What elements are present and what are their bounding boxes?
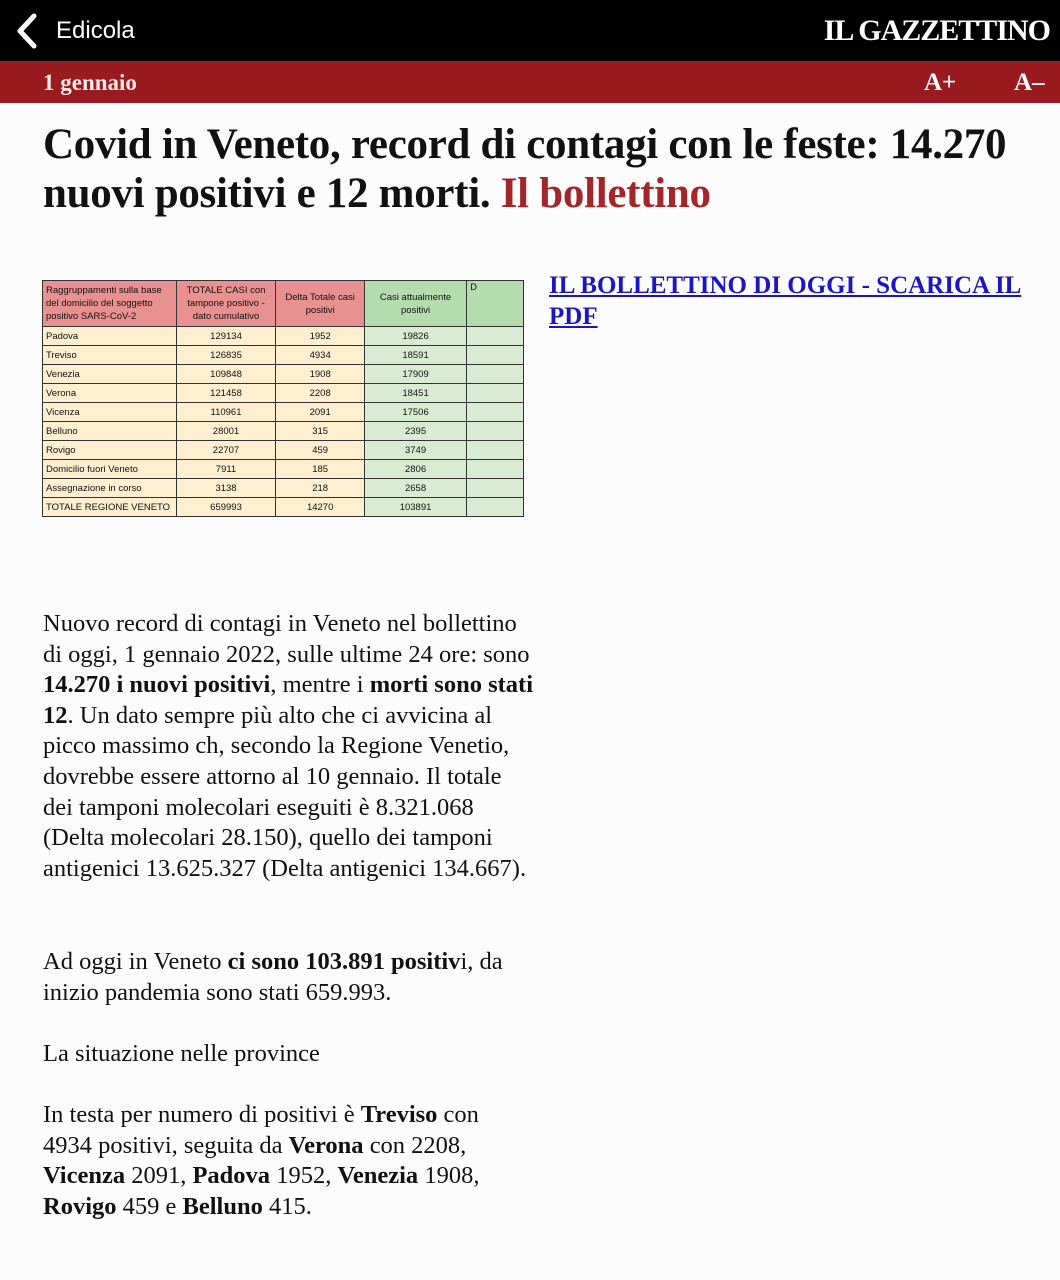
value-cell xyxy=(467,498,524,517)
value-cell: 218 xyxy=(276,479,365,498)
value-cell: 28001 xyxy=(176,422,276,441)
table-row xyxy=(43,441,524,460)
chevron-left-icon xyxy=(14,13,40,49)
value-cell xyxy=(467,460,524,479)
bold-text: Treviso xyxy=(360,1101,438,1128)
province-cell: Assegnazione in corso xyxy=(43,479,177,498)
brand-logo: IL GAZZETTINO xyxy=(823,14,1050,47)
value-cell: 4934 xyxy=(276,346,365,365)
bold-text: Verona xyxy=(288,1131,364,1159)
value-cell: 2658 xyxy=(364,479,466,498)
value-cell: 22707 xyxy=(176,441,276,460)
article-paragraph xyxy=(43,947,533,1008)
value-cell: 2395 xyxy=(364,422,466,441)
text: 415. xyxy=(262,1192,312,1220)
value-cell xyxy=(467,403,524,422)
text: 459 e xyxy=(116,1192,183,1220)
value-cell: 2091 xyxy=(276,403,365,422)
value-cell: 3138 xyxy=(176,479,276,498)
value-cell: 129134 xyxy=(176,327,276,346)
value-cell xyxy=(467,479,524,498)
headline-main: Covid in Veneto, record di contagi con le feste: 14.270 nuovi positivi e 12 morti. xyxy=(43,121,1007,217)
text: In testa per numero di positivi è xyxy=(43,1101,361,1128)
table-header-cell: D xyxy=(467,281,524,327)
text: 1952, xyxy=(270,1162,338,1190)
value-cell: 18591 xyxy=(364,346,466,365)
text: con 4934 positivi, seguita da xyxy=(43,1101,479,1159)
value-cell: 185 xyxy=(276,460,365,479)
value-cell xyxy=(467,365,524,384)
issue-date: 1 gennaio xyxy=(43,70,137,95)
text: con 2208, xyxy=(363,1131,467,1159)
text: 1908, xyxy=(418,1162,480,1190)
section-subheading: La situazione nelle province xyxy=(43,1040,320,1067)
value-cell: 121458 xyxy=(176,384,276,403)
table-row xyxy=(43,498,524,517)
font-increase-button[interactable]: A+ xyxy=(924,69,957,96)
table-row xyxy=(43,479,524,498)
table-row xyxy=(43,365,524,384)
article-paragraph xyxy=(43,609,533,884)
text: Nuovo record di contagi in Veneto nel bollettino di oggi, 1 gennaio 2022, sulle ultime 24 ore: sono xyxy=(43,610,530,668)
value-cell: 103891 xyxy=(364,498,466,517)
table-row xyxy=(43,384,524,403)
table-row xyxy=(43,460,524,479)
value-cell: 2806 xyxy=(364,460,466,479)
table-row xyxy=(43,346,524,365)
province-cell: Belluno xyxy=(43,422,177,441)
value-cell xyxy=(467,346,524,365)
bold-text: Venezia xyxy=(337,1162,419,1190)
bold-text: Belluno xyxy=(182,1192,263,1220)
value-cell: 17506 xyxy=(364,403,466,422)
date-bar xyxy=(0,61,1060,103)
table-header-cell: Raggruppamenti sulla base del domicilio del soggetto positivo SARS-CoV-2 xyxy=(43,281,177,327)
text: 2091, xyxy=(125,1162,193,1190)
province-cell: Padova xyxy=(43,327,177,346)
headline-accent: Il bollettino xyxy=(500,170,711,217)
table-header-cell: TOTALE CASI con tampone positivo -dato cumulativo xyxy=(176,281,276,327)
text: . Un dato sempre più alto che ci avvicina al picco massimo ch, secondo la Regione Venetio, dovrebbe essere attorno al 10 gennaio. Il totale dei tamponi molecolari eseguiti è 8.321.068 (Delta molecolari 28.150), quello dei tamponi antigenici 13.625.327 (Delta antigenici 134.667). xyxy=(43,701,527,882)
top-navigation-bar xyxy=(0,0,1060,61)
bold-text: Padova xyxy=(192,1162,271,1190)
download-pdf-link[interactable]: IL BOLLETTINO DI OGGI - SCARICA IL PDF xyxy=(549,272,1022,330)
province-cell: TOTALE REGIONE VENETO xyxy=(43,498,177,517)
value-cell: 7911 xyxy=(176,460,276,479)
value-cell: 2208 xyxy=(276,384,365,403)
value-cell xyxy=(467,422,524,441)
back-label: Edicola xyxy=(56,17,135,44)
province-cell: Treviso xyxy=(43,346,177,365)
value-cell: 315 xyxy=(276,422,365,441)
value-cell: 126835 xyxy=(176,346,276,365)
bold-text: Vicenza xyxy=(43,1162,126,1190)
value-cell: 3749 xyxy=(364,441,466,460)
province-cell: Verona xyxy=(43,384,177,403)
table-header-row xyxy=(43,281,524,327)
text: Ad oggi in Veneto xyxy=(43,948,228,975)
province-cell: Domicilio fuori Veneto xyxy=(43,460,177,479)
value-cell: 110961 xyxy=(176,403,276,422)
value-cell: 109848 xyxy=(176,365,276,384)
province-cell: Rovigo xyxy=(43,441,177,460)
value-cell: 18451 xyxy=(364,384,466,403)
font-decrease-button[interactable]: A– xyxy=(1014,69,1045,96)
value-cell: 659993 xyxy=(176,498,276,517)
value-cell: 19826 xyxy=(364,327,466,346)
bulletin-table xyxy=(42,280,524,517)
bold-text: morti sono stati 12 xyxy=(43,671,534,729)
back-button[interactable] xyxy=(14,12,135,50)
article-headline xyxy=(43,120,1023,218)
value-cell xyxy=(467,384,524,403)
province-cell: Venezia xyxy=(43,365,177,384)
value-cell: 14270 xyxy=(276,498,365,517)
text: , mentre i xyxy=(270,671,370,699)
value-cell xyxy=(467,441,524,460)
table-row xyxy=(43,327,524,346)
table-row xyxy=(43,422,524,441)
table-header-cell: Casi attualmente positivi xyxy=(364,281,466,327)
bold-text: Rovigo xyxy=(43,1192,117,1220)
bold-text: ci sono 103.891 positiv xyxy=(227,948,461,975)
table-row xyxy=(43,403,524,422)
value-cell: 459 xyxy=(276,441,365,460)
bold-text: 14.270 i nuovi positivi xyxy=(43,671,271,699)
value-cell xyxy=(467,327,524,346)
province-cell: Vicenza xyxy=(43,403,177,422)
text: i, da inizio pandemia sono stati 659.993. xyxy=(43,948,503,1006)
value-cell: 17909 xyxy=(364,365,466,384)
bulletin-table-image xyxy=(42,280,524,524)
article-paragraph xyxy=(43,1100,533,1222)
value-cell: 1952 xyxy=(276,327,365,346)
table-header-cell: Delta Totale casi positivi xyxy=(276,281,365,327)
value-cell: 1908 xyxy=(276,365,365,384)
